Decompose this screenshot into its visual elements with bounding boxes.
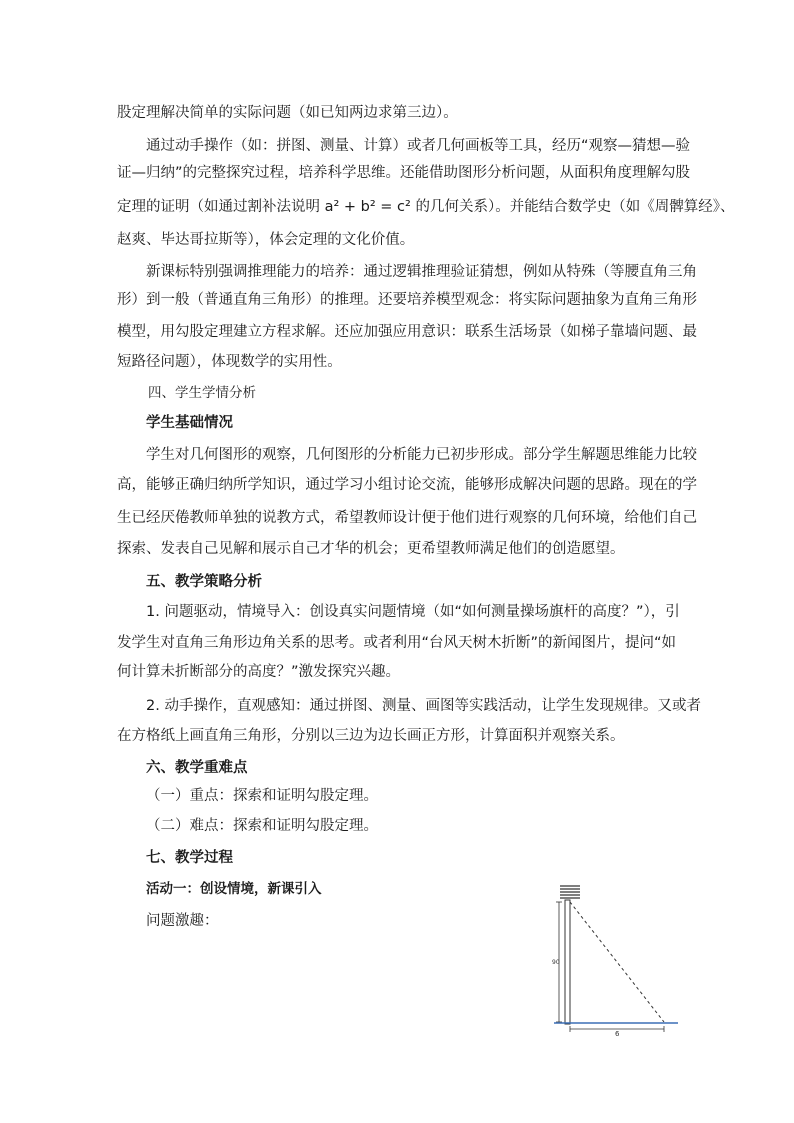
section-heading-4: 四、学生学情分析 <box>148 385 256 401</box>
paragraph-line: 赵爽、毕达哥拉斯等），体会定理的文化价值。 <box>117 232 415 248</box>
activity-heading: 活动一：创设情境，新课引入 <box>146 881 322 897</box>
paragraph-line: 模型，用勾股定理建立方程求解。还应加强应用意识：联系生活场景（如梯子靠墙问题、最 <box>117 324 697 340</box>
base-length-label: 6 <box>615 1030 620 1036</box>
subheading: 学生基础情况 <box>146 415 233 431</box>
paragraph-line: 学生对几何图形的观察，几何图形的分析能力已初步形成。部分学生解题思维能力比较 <box>146 447 697 463</box>
paragraph-line: 证—归纳”的完整探究过程，培养科学思维。还能借助图形分析问题，从面积角度理解勾股 <box>117 165 691 181</box>
paragraph-line: 生已经厌倦教师单独的说教方式，希望教师设计便于他们进行观察的几何环境，给他们自己 <box>117 510 697 526</box>
hypotenuse-line <box>570 902 664 1022</box>
pole-height-label: 90 <box>552 959 560 966</box>
section-heading-6: 六、教学重难点 <box>146 760 248 776</box>
paragraph-line: 新课标特别强调推理能力的培养：通过逻辑推理验证猜想，例如从特殊（等腰直角三角 <box>146 264 697 280</box>
section-heading-7: 七、教学过程 <box>146 850 233 866</box>
flagpole-shape <box>565 900 570 1024</box>
flag-icon <box>560 886 580 898</box>
paragraph-line: 何计算未折断部分的高度？”激发探究兴趣。 <box>117 664 401 680</box>
paragraph-line: （一）重点：探索和证明勾股定理。 <box>146 788 378 804</box>
paragraph-line: 在方格纸上画直角三角形，分别以三边为边长画正方形，计算面积并观察关系。 <box>117 728 625 744</box>
paragraph-line: 高，能够正确归纳所学知识，通过学习小组讨论交流，能够形成解决问题的思路。现在的学 <box>117 477 697 493</box>
paragraph-line: 定理的证明（如通过割补法说明 a² + b² = c² 的几何关系）。并能结合数学史（如《周髀算经》、 <box>117 199 735 215</box>
paragraph-line: 问题激趣： <box>146 913 219 929</box>
flagpole-figure <box>548 880 684 1036</box>
paragraph-line: 2. 动手操作，直观感知：通过拼图、测量、画图等实践活动，让学生发现规律。又或者 <box>146 698 701 714</box>
paragraph-line: 通过动手操作（如：拼图、测量、计算）或者几何画板等工具，经历“观察—猜想—验 <box>146 138 691 154</box>
paragraph-line: （二）难点：探索和证明勾股定理。 <box>146 818 378 834</box>
paragraph-line: 形）到一般（普通直角三角形）的推理。还要培养模型观念：将实际问题抽象为直角三角形 <box>117 292 697 308</box>
paragraph-line: 探索、发表自己见解和展示自己才华的机会；更希望教师满足他们的创造愿望。 <box>117 541 625 557</box>
paragraph-line: 短路径问题），体现数学的实用性。 <box>117 354 342 370</box>
paragraph-line: 1. 问题驱动，情境导入：创设真实问题情境（如“如何测量操场旗杆的高度？”），引 <box>146 604 680 620</box>
section-heading-5: 五、教学策略分析 <box>146 574 262 590</box>
paragraph-line: 发学生对直角三角形边角关系的思考。或者利用“台风天树木折断”的新闻图片，提问“如 <box>117 635 677 651</box>
paragraph-line: 股定理解决简单的实际问题（如已知两边求第三边）。 <box>117 105 458 121</box>
